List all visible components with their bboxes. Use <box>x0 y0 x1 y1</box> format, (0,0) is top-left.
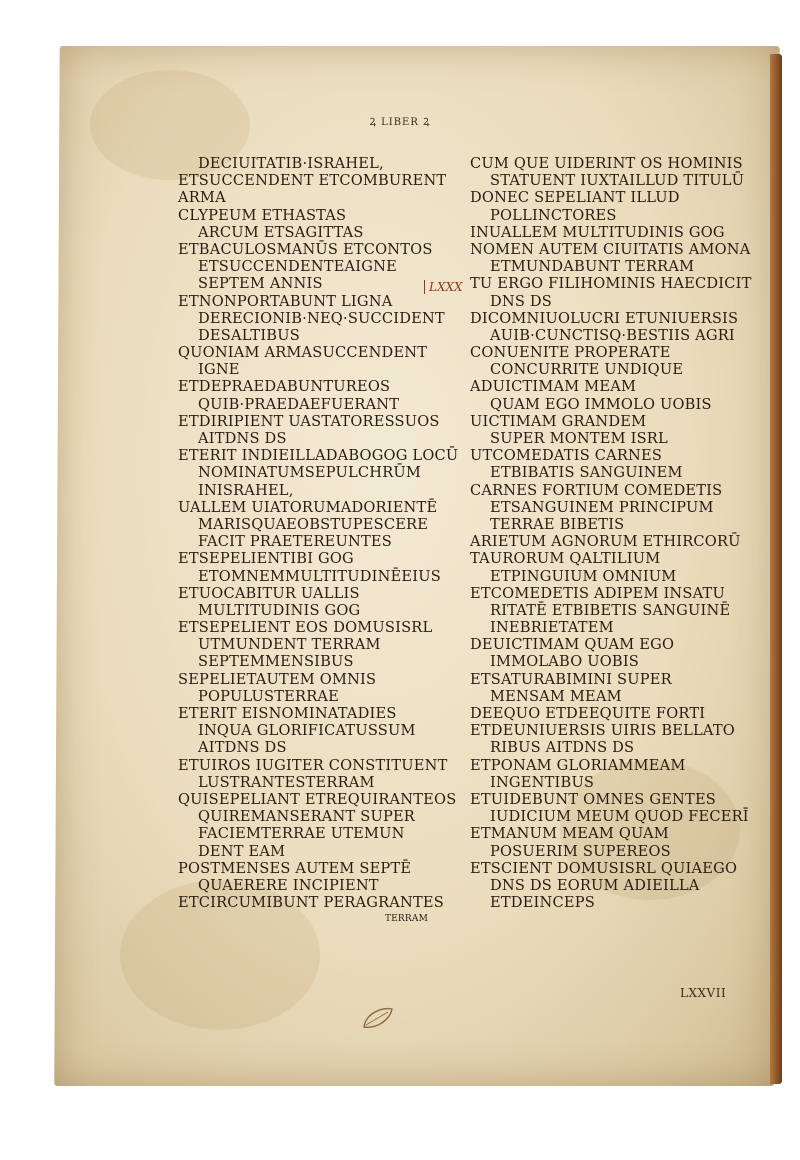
text-line: TU ERGO FILIHOMINIS HAECDICIT <box>470 275 752 293</box>
text-line: INQUA GLORIFICATUSSUM <box>198 722 416 740</box>
right-text-column <box>470 155 760 911</box>
text-line: ETUOCABITUR UALLIS <box>178 584 360 602</box>
text-line: ADUICTIMAM MEAM <box>470 378 637 396</box>
text-line: ETSANGUINEM PRINCIPUM <box>490 498 714 516</box>
text-line: QUIREMANSERANT SUPER <box>198 808 415 826</box>
text-line: INGENTIBUS <box>490 773 595 791</box>
text-line: POSTMENSES AUTEM SEPTĒ <box>178 859 412 877</box>
text-line: TERRAE BIBETIS <box>490 515 625 533</box>
text-line: IMMOLABO UOBIS <box>490 653 639 671</box>
text-line: DONEC SEPELIANT ILLUD <box>470 189 680 207</box>
text-line: ETSATURABIMINI SUPER <box>470 670 672 688</box>
text-line: MULTITUDINIS GOG <box>198 601 361 619</box>
text-line: ETDIRIPIENT UASTATORESSUOS <box>178 412 440 430</box>
text-line: ETERIT INDIEILLADABOGOG LOCŪ <box>178 447 459 465</box>
text-line: TAURORUM QALTILIUM <box>470 550 661 568</box>
text-line: ETSEPELIENTIBI GOG <box>178 550 354 568</box>
text-line: DERECIONIB·NEQ·SUCCIDENT <box>198 309 445 327</box>
text-line: ETSCIENT DOMUSISRL QUIAEGO <box>470 859 738 877</box>
text-line: RITATĒ ETBIBETIS SANGUINĒ <box>490 601 731 619</box>
text-line: INUALLEM MULTITUDINIS GOG <box>470 223 725 241</box>
text-line: ETMANUM MEAM QUAM <box>470 825 669 843</box>
text-line: ETNONPORTABUNT LIGNA <box>178 292 393 310</box>
text-line: QUIB·PRAEDAEFUERANT <box>198 395 400 413</box>
text-line: ETSUCCENDENT ETCOMBURENT <box>178 172 447 190</box>
text-line: ETDEINCEPS <box>490 894 595 912</box>
text-line: DENT EAM <box>198 842 286 860</box>
text-line: NOMINATUMSEPULCHRŪM <box>198 464 422 482</box>
text-line: CARNES FORTIUM COMEDETIS <box>470 481 723 499</box>
text-line: ETMUNDABUNT TERRAM <box>490 258 695 276</box>
text-line: SEPTEMMENSIBUS <box>198 653 354 671</box>
text-line: UALLEM UIATORUMADORIENTĒ <box>178 498 438 516</box>
text-line: DESALTIBUS <box>198 326 300 344</box>
text-line: ETCOMEDETIS ADIPEM INSATU <box>470 584 725 602</box>
text-line: SUPER MONTEM ISRL <box>490 430 668 447</box>
text-line: SEPTEM ANNIS <box>198 275 323 293</box>
text-line: POSUERIM SUPEREOS <box>490 842 671 860</box>
text-line: NOMEN AUTEM CIUITATIS AMONA <box>470 240 751 258</box>
text-line: ETUIDEBUNT OMNES GENTES <box>470 790 717 808</box>
folio-number: LXXVII <box>680 986 727 1000</box>
text-line: ETBIBATIS SANGUINEM <box>490 464 683 482</box>
text-line: ETOMNEMMULTITUDINĒEIUS <box>198 567 441 585</box>
leaf-mark-icon <box>360 1003 396 1033</box>
text-line: FACIT PRAETEREUNTES <box>198 533 392 551</box>
text-line: ETSUCCENDENTEAIGNE <box>198 258 397 276</box>
running-head: Ꝝ LIBER Ꝝ <box>369 117 431 128</box>
text-line: DECIUITATIB·ISRAHEL, <box>198 155 384 172</box>
text-line: DEUICTIMAM QUAM EGO <box>470 636 675 654</box>
text-line: FACIEMTERRAE UTEMUN <box>198 825 405 843</box>
text-line: ETERIT EISNOMINATADIES <box>178 705 397 722</box>
text-line: ETDEPRAEDABUNTUREOS <box>178 378 391 396</box>
text-line: AITDNS DS <box>198 430 287 447</box>
text-line: UICTIMAM GRANDEM <box>470 412 647 430</box>
text-line: DNS DS EORUM ADIEILLA <box>490 876 700 894</box>
text-line: QUONIAM ARMASUCCENDENT <box>178 344 428 362</box>
text-line: QUAERERE INCIPIENT <box>198 876 379 894</box>
page-binding-edge <box>770 54 782 1084</box>
text-line: ARCUM ETSAGITTAS <box>198 223 364 241</box>
text-line: POPULUSTERRAE <box>198 687 339 705</box>
text-line: POLLINCTORES <box>490 206 617 224</box>
text-line: ETBACULOSMANŪS ETCONTOS <box>178 240 433 258</box>
text-line: CONUENITE PROPERATE <box>470 344 671 362</box>
text-line: DICOMNIUOLUCRI ETUNIUERSIS <box>470 309 739 327</box>
text-line: ETUIROS IUGITER CONSTITUENT <box>178 756 448 774</box>
catchword-line: TERRAM <box>384 914 428 925</box>
text-line: QUAM EGO IMMOLO UOBIS <box>490 395 712 413</box>
text-line: CLYPEUM ETHASTAS <box>178 206 347 224</box>
text-line: DEEQUO ETDEEQUITE FORTI <box>470 705 706 722</box>
text-line: MARISQUAEOBSTUPESCERE <box>198 515 429 533</box>
rubric-marker: LXXX <box>424 280 463 294</box>
text-line: QUISEPELIANT ETREQUIRANTEOS <box>178 790 457 808</box>
text-line: AUIB·CUNCTISQ·BESTIIS AGRI <box>490 326 735 344</box>
text-line: DNS DS <box>490 292 553 310</box>
text-line: AITDNS DS <box>198 739 287 757</box>
text-line: ETCIRCUMIBUNT PERAGRANTES <box>178 894 444 912</box>
text-line: LUSTRANTESTERRAM <box>198 773 375 791</box>
text-line: CUM QUE UIDERINT OS HOMINIS <box>470 155 743 172</box>
text-line: UTMUNDENT TERRAM <box>198 636 381 654</box>
text-line: ARIETUM AGNORUM ETHIRCORŪ <box>470 533 741 551</box>
text-line: UTCOMEDATIS CARNES <box>470 447 663 465</box>
text-line: IGNE <box>198 361 240 379</box>
text-line: IUDICIUM MEUM QUOD FECERĪ <box>490 808 749 826</box>
text-line: ETPINGUIUM OMNIUM <box>490 567 677 585</box>
text-line: SEPELIETAUTEM OMNIS <box>178 670 377 688</box>
text-line: STATUENT IUXTAILLUD TITULŪ <box>490 172 745 190</box>
text-line: ETDEUNIUERSIS UIRIS BELLATO <box>470 722 735 740</box>
text-line: RIBUS AITDNS DS <box>490 739 635 757</box>
text-line: MENSAM MEAM <box>490 687 622 705</box>
text-line: ARMA <box>178 189 226 207</box>
text-line: ETPONAM GLORIAMMEAM <box>470 756 686 774</box>
text-line: CONCURRITE UNDIQUE <box>490 361 684 379</box>
text-line: INISRAHEL, <box>198 481 294 499</box>
text-line: ETSEPELIENT EOS DOMUSISRL <box>178 619 433 637</box>
text-line: INEBRIETATEM <box>490 619 614 637</box>
